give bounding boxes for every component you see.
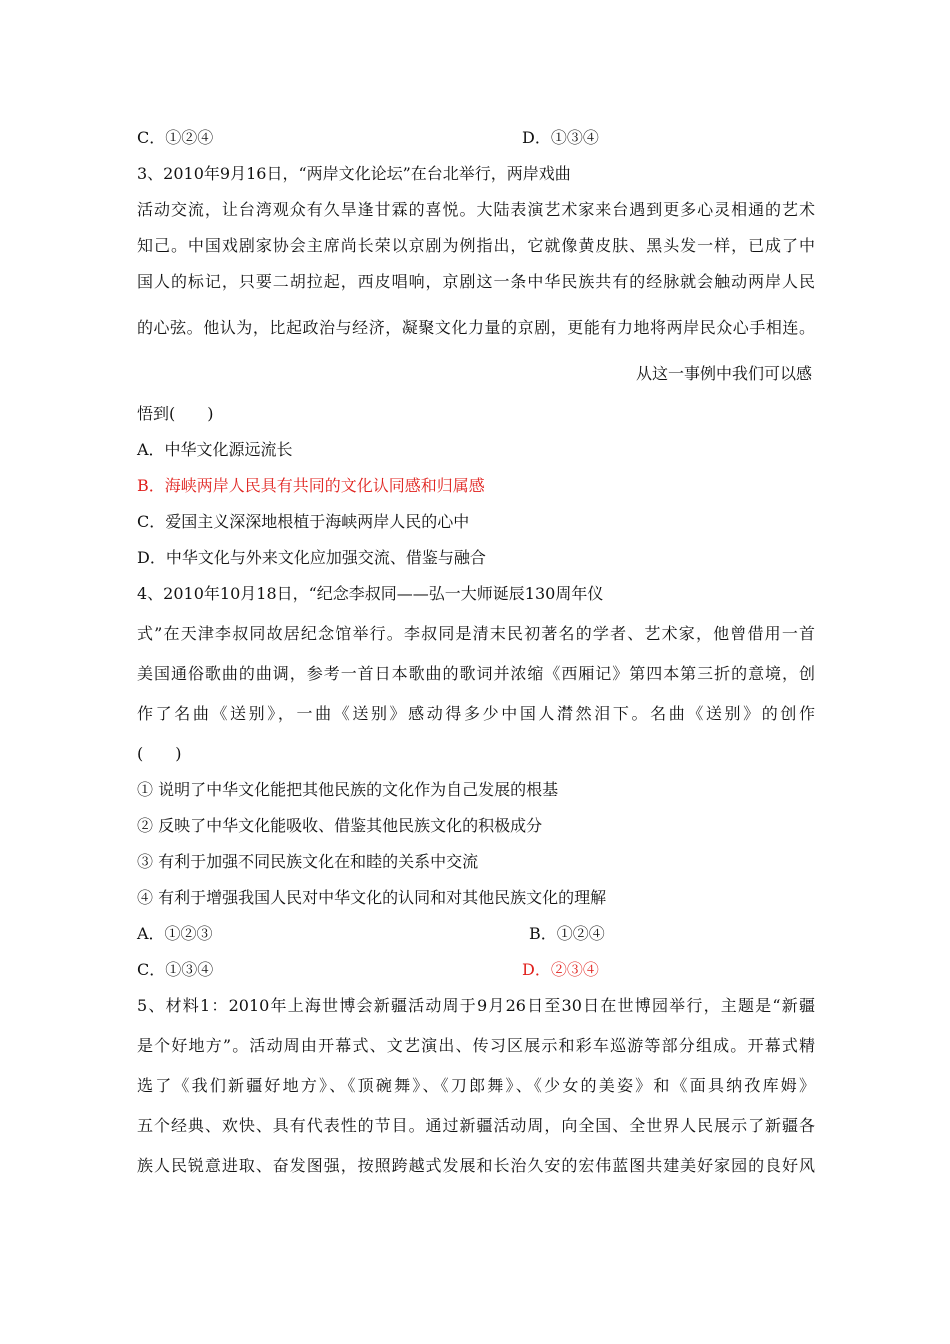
q4-statement-1: ① 说明了中华文化能把其他民族的文化作为自己发展的根基 (137, 780, 559, 799)
q4-stem-line-5: ( ) (137, 744, 182, 763)
q5-material-line-1: 5、材料1：2010年上海世博会新疆活动周于9月26日至30日在世博园举行，主题是“新疆 (137, 996, 815, 1015)
q3-stem-line-3: 知己。中国戏剧家协会主席尚长荣以京剧为例指出，它就像黄皮肤、黑头发一样，已成了中 (137, 236, 815, 255)
q2-option-d: D．①③④ (522, 128, 599, 147)
q3-option-a: A．中华文化源远流长 (137, 440, 293, 459)
q5-material-line-5: 族人民锐意进取、奋发图强，按照跨越式发展和长治久安的宏伟蓝图共建美好家园的良好风 (137, 1156, 815, 1175)
q4-statement-4: ④ 有利于增强我国人民对中华文化的认同和对其他民族文化的理解 (137, 888, 607, 907)
q4-statement-2: ② 反映了中华文化能吸收、借鉴其他民族文化的积极成分 (137, 816, 543, 835)
q3-option-d: D．中华文化与外来文化应加强交流、借鉴与融合 (137, 548, 486, 567)
q3-stem-line-2: 活动交流，让台湾观众有久旱逢甘霖的喜悦。大陆表演艺术家来台遇到更多心灵相通的艺术 (137, 200, 815, 219)
q4-option-d-answer: D．②③④ (522, 960, 599, 979)
q3-stem-line-7: 悟到( ) (137, 404, 214, 423)
q3-stem-line-5: 的心弦。他认为，比起政治与经济，凝聚文化力量的京剧，更能有力地将两岸民众心手相连。 (137, 318, 815, 337)
q3-option-b-answer: B．海峡两岸人民具有共同的文化认同感和归属感 (137, 476, 485, 495)
q3-option-c: C．爱国主义深深地根植于海峡两岸人民的心中 (137, 512, 470, 531)
q4-stem-line-1: 4、2010年10月18日，“纪念李叔同——弘一大师诞辰130周年仪 (137, 584, 604, 603)
q4-stem-line-3: 美国通俗歌曲的曲调，参考一首日本歌曲的歌词并浓缩《西厢记》第四本第三折的意境，创 (137, 664, 815, 683)
q4-option-b: B．①②④ (529, 924, 605, 943)
q4-statement-3: ③ 有利于加强不同民族文化在和睦的关系中交流 (137, 852, 479, 871)
q5-material-line-3: 选了《我们新疆好地方》、《顶碗舞》、《刀郎舞》、《少女的美姿》和《面具纳孜库姆》 (137, 1076, 815, 1095)
q3-stem-line-6: 从这一事例中我们可以感 (635, 364, 812, 383)
q4-option-c: C．①③④ (137, 960, 214, 979)
q2-option-c: C．①②④ (137, 128, 214, 147)
q5-material-line-2: 是个好地方”。活动周由开幕式、文艺演出、传习区展示和彩车巡游等部分组成。开幕式精 (137, 1036, 815, 1055)
q3-stem-line-4: 国人的标记，只要二胡拉起，西皮唱响，京剧这一条中华民族共有的经脉就会触动两岸人民 (137, 272, 815, 291)
q4-option-a: A．①②③ (137, 924, 213, 943)
q4-stem-line-4: 作了名曲《送别》，一曲《送别》感动得多少中国人潸然泪下。名曲《送别》的创作 (137, 704, 815, 723)
q3-stem-line-1: 3、2010年9月16日，“两岸文化论坛”在台北举行，两岸戏曲 (137, 164, 571, 183)
q5-material-line-4: 五个经典、欢快、具有代表性的节目。通过新疆活动周，向全国、全世界人民展示了新疆各 (137, 1116, 815, 1135)
q4-stem-line-2: 式”在天津李叔同故居纪念馆举行。李叔同是清末民初著名的学者、艺术家，他曾借用一首 (137, 624, 815, 643)
